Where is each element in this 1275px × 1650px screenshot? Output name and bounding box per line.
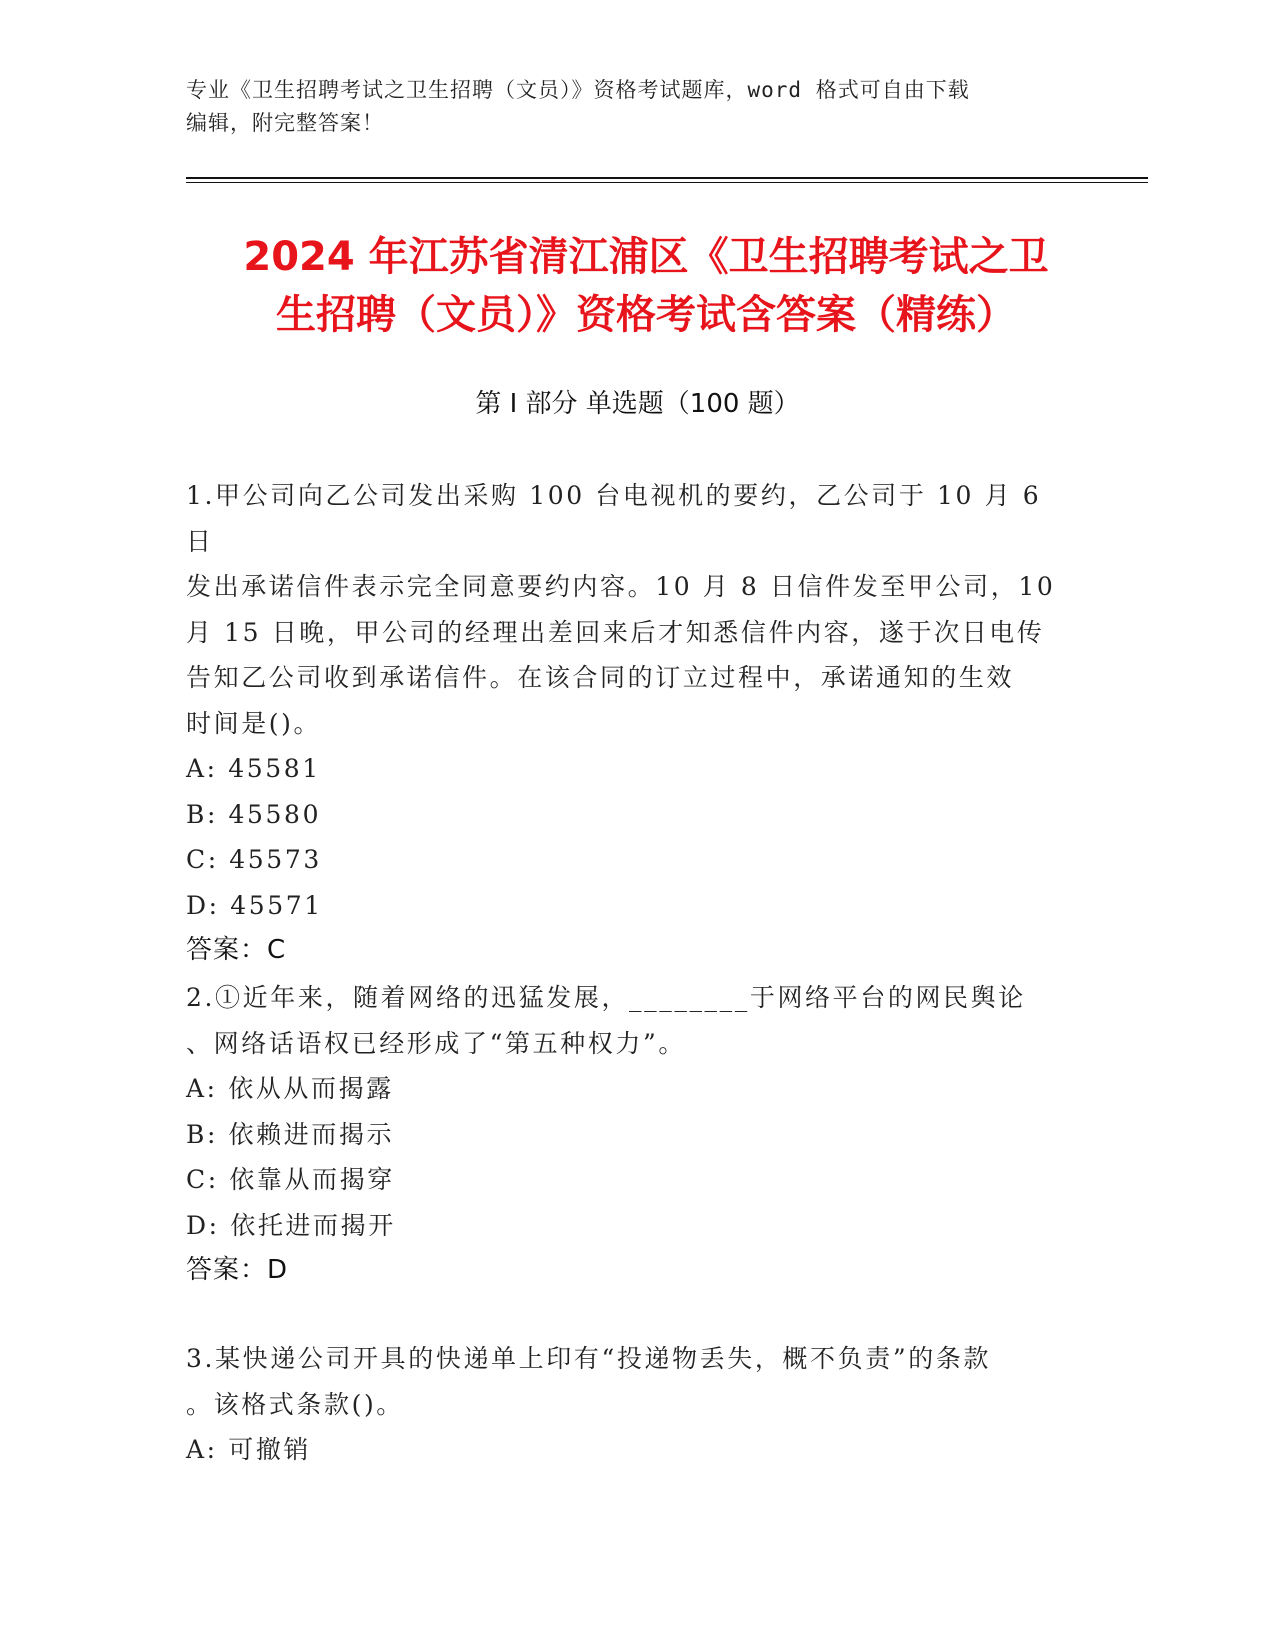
header-note	[186, 74, 1086, 140]
header-note-line-1: 专业《卫生招聘考试之卫生招聘（文员）》资格考试题库，word 格式可自由下载	[186, 78, 970, 102]
question-2-line-1: 2.①近年来，随着网络的迅猛发展，________于网络平台的网民舆论	[186, 983, 1026, 1012]
question-2-option-c: C: 依靠从而揭穿	[186, 1165, 395, 1194]
question-1-line-4: 告知乙公司收到承诺信件。在该合同的订立过程中，承诺通知的生效	[186, 663, 1015, 692]
question-1-option-d: D: 45571	[186, 890, 323, 920]
question-1	[186, 473, 1066, 973]
question-1-line-1: 1.甲公司向乙公司发出采购 100 台电视机的要约，乙公司于 10 月 6 日	[186, 481, 1052, 556]
question-3-line-2: 。该格式条款()。	[186, 1389, 404, 1419]
document-title-line-1: 2024 年江苏省清江浦区《卫生招聘考试之卫	[243, 234, 1049, 280]
document-title-line-2: 生招聘（文员）》资格考试含答案（精练）	[276, 292, 1016, 338]
question-2-answer: 答案：D	[186, 1255, 289, 1285]
question-2	[186, 975, 1066, 1293]
question-3	[186, 1336, 1066, 1473]
section-title: 第 I 部分 单选题（100 题）	[475, 389, 800, 419]
question-1-line-3: 月 15 日晚，甲公司的经理出差回来后才知悉信件内容，遂于次日电传	[186, 617, 1045, 647]
question-1-line-2: 发出承诺信件表示完全同意要约内容。10 月 8 日信件发至甲公司，10	[186, 572, 1056, 601]
question-1-line-5: 时间是()。	[186, 708, 322, 738]
header-divider-thick	[186, 177, 1148, 179]
question-2-option-b: B: 依赖进而揭示	[186, 1119, 395, 1149]
question-1-option-a: A: 45581	[186, 754, 321, 783]
question-2-line-2: 、网络话语权已经形成了“第五种权力”。	[186, 1028, 686, 1058]
header-note-line-2: 编辑，附完整答案！	[186, 111, 384, 135]
document-title	[176, 228, 1116, 344]
question-1-answer: 答案：C	[186, 935, 287, 965]
header-divider-thin	[186, 182, 1148, 183]
question-3-option-a: A: 可撤销	[186, 1435, 312, 1464]
question-1-option-b: B: 45580	[186, 799, 322, 829]
question-2-option-d: D: 依托进而揭开	[186, 1210, 396, 1240]
question-1-option-c: C: 45573	[186, 845, 322, 874]
question-2-option-a: A: 依从从而揭露	[186, 1074, 394, 1103]
question-3-line-1: 3.某快递公司开具的快递单上印有“投递物丢失，概不负责”的条款	[186, 1344, 992, 1373]
